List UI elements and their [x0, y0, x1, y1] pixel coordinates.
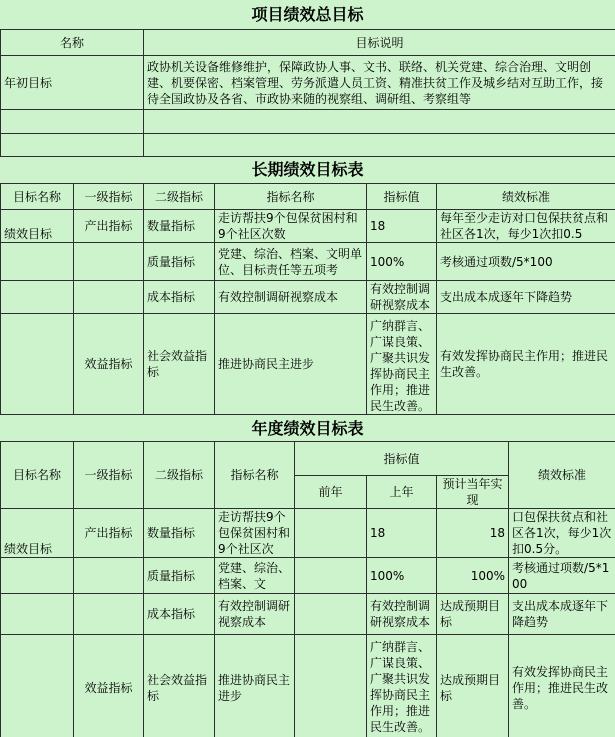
standard-cell[interactable]: 考核通过项数/5*100 [509, 558, 615, 594]
standard-cell[interactable]: 考核通过项数/5*100 [437, 243, 615, 281]
empty-cell[interactable] [1, 594, 74, 635]
empty-cell[interactable] [74, 243, 144, 281]
header-goal[interactable]: 目标名称 [1, 184, 74, 210]
value-cell[interactable]: 广纳群言、广谋良策、广聚共识发挥协商民主作用；推进民生改善。 [367, 314, 437, 415]
expected-cell[interactable]: 18 [437, 509, 509, 558]
long-term-table [0, 183, 615, 415]
header-desc[interactable]: 目标说明 [144, 30, 615, 56]
header-level1[interactable]: 一级指标 [74, 442, 144, 509]
expected-cell[interactable]: 达成预期目标 [437, 594, 509, 635]
header-standard[interactable]: 绩效标准 [509, 442, 615, 509]
last-cell[interactable]: 广纳群言、广谋良策、广聚共识发挥协商民主作用；推进民生改善。 [367, 635, 437, 737]
standard-cell[interactable]: 每年至少走访对口包保扶贫点和社区各1次，每少1次扣0.5 [437, 210, 615, 243]
level1-output[interactable]: 产出指标 [74, 509, 144, 558]
last-cell[interactable]: 有效控制调研视察成本 [367, 594, 437, 635]
standard-cell[interactable]: 支出成本成逐年下降趋势 [509, 594, 615, 635]
header-last-year[interactable]: 上年 [367, 476, 437, 509]
header-indicator[interactable]: 指标名称 [215, 442, 295, 509]
indicator-cell[interactable]: 党建、综治、档案、文 [215, 558, 295, 594]
expected-cell[interactable]: 达成预期目标 [437, 635, 509, 737]
standard-cell[interactable]: 口包保扶贫点和社区各1次，每少1次扣0.5分。 [509, 509, 615, 558]
empty-cell[interactable] [1, 134, 144, 157]
section3-title: 年度绩效目标表 [251, 419, 364, 438]
indicator-cell[interactable]: 走访帮扶9个包保贫困村和9个社区次 [215, 509, 295, 558]
level2-cell[interactable]: 成本指标 [144, 281, 215, 314]
header-level2[interactable]: 二级指标 [144, 442, 215, 509]
header-level2[interactable]: 二级指标 [144, 184, 215, 210]
empty-cell[interactable] [74, 594, 144, 635]
last-cell[interactable]: 100% [367, 558, 437, 594]
empty-cell[interactable] [1, 314, 74, 415]
goal-name[interactable]: 绩效目标 [1, 210, 74, 243]
level2-cell[interactable]: 社会效益指标 [144, 314, 215, 415]
indicator-cell[interactable]: 有效控制调研视察成本 [215, 594, 295, 635]
indicator-cell[interactable]: 有效控制调研视察成本 [215, 281, 367, 314]
header-level1[interactable]: 一级指标 [74, 184, 144, 210]
empty-cell[interactable] [74, 558, 144, 594]
last-cell[interactable]: 18 [367, 509, 437, 558]
level2-cell[interactable]: 质量指标 [144, 243, 215, 281]
header-indicator[interactable]: 指标名称 [215, 184, 367, 210]
prev-cell[interactable] [295, 509, 367, 558]
row-name[interactable]: 年初目标 [1, 56, 144, 110]
indicator-cell[interactable]: 党建、综治、档案、文明单位、目标责任等五项考 [215, 243, 367, 281]
value-cell[interactable]: 18 [367, 210, 437, 243]
header-name[interactable]: 名称 [1, 30, 144, 56]
prev-cell[interactable] [295, 635, 367, 737]
standard-cell[interactable]: 有效发挥协商民主作用；推进民生改善。 [437, 314, 615, 415]
row-desc[interactable]: 政协机关设备维修维护，保障政协人事、文书、联络、机关党建、综合治理、文明创建、机要保密、档案管理、劳务派遣人员工资、精准扶贫工作及城乡结对互助工作，接待全国政协及各省、市政协来随的视察组、调研组、考察组等 [144, 56, 615, 110]
prev-cell[interactable] [295, 558, 367, 594]
value-cell[interactable]: 100% [367, 243, 437, 281]
indicator-cell[interactable]: 走访帮扶9个包保贫困村和9个社区次数 [215, 210, 367, 243]
section1-title: 项目绩效总目标 [251, 5, 364, 24]
level1-output[interactable]: 产出指标 [74, 210, 144, 243]
standard-cell[interactable]: 支出成本成逐年下降趋势 [437, 281, 615, 314]
goal-name[interactable]: 绩效目标 [1, 509, 74, 558]
annual-table [0, 441, 615, 737]
section2-title: 长期绩效目标表 [251, 160, 364, 179]
empty-cell[interactable] [1, 558, 74, 594]
empty-cell[interactable] [144, 110, 615, 134]
header-prev-year[interactable]: 前年 [295, 476, 367, 509]
level2-cell[interactable]: 质量指标 [144, 558, 215, 594]
standard-cell[interactable]: 有效发挥协商民主作用；推进民生改善。 [509, 635, 615, 737]
indicator-cell[interactable]: 推进协商民主进步 [215, 314, 367, 415]
expected-cell[interactable]: 100% [437, 558, 509, 594]
level2-cell[interactable]: 数量指标 [144, 509, 215, 558]
empty-cell[interactable] [1, 281, 74, 314]
header-value-group[interactable]: 指标值 [295, 442, 509, 476]
empty-cell[interactable] [74, 281, 144, 314]
empty-cell[interactable] [144, 134, 615, 157]
empty-cell[interactable] [1, 243, 74, 281]
header-goal[interactable]: 目标名称 [1, 442, 74, 509]
empty-cell[interactable] [1, 635, 74, 737]
level2-cell[interactable]: 社会效益指标 [144, 635, 215, 737]
level2-cell[interactable]: 成本指标 [144, 594, 215, 635]
level2-cell[interactable]: 数量指标 [144, 210, 215, 243]
indicator-cell[interactable]: 推进协商民主进步 [215, 635, 295, 737]
prev-cell[interactable] [295, 594, 367, 635]
level1-benefit[interactable]: 效益指标 [74, 314, 144, 415]
header-expected[interactable]: 预计当年实现 [437, 476, 509, 509]
header-value[interactable]: 指标值 [367, 184, 437, 210]
level1-benefit[interactable]: 效益指标 [74, 635, 144, 737]
value-cell[interactable]: 有效控制调研视察成本 [367, 281, 437, 314]
header-standard[interactable]: 绩效标准 [437, 184, 615, 210]
empty-cell[interactable] [1, 110, 144, 134]
summary-table [0, 29, 615, 157]
